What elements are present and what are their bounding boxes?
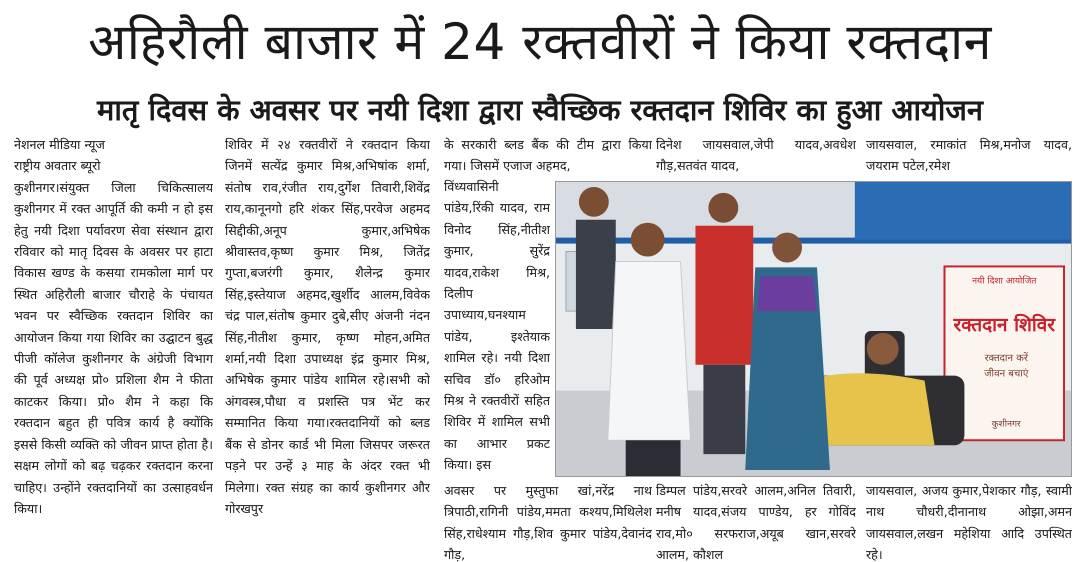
red-shirt-person <box>695 226 753 365</box>
column-5-top-text: जायसवाल, रमाकांत मिश्र,मनोज यादव, जयराम पटेल,रमेश <box>866 137 1072 174</box>
banner-title: रक्तदान शिविर <box>953 314 1056 336</box>
article-column-3-side <box>444 176 550 480</box>
article-column-1 <box>14 134 213 560</box>
article-column-3-bottom <box>444 480 652 562</box>
column-2-text: शिविर में २४ रक्तवीरों ने रक्तदान किया जिनमें सत्येंद्र कुमार मिश्र,अभिषांक शर्मा, संतोष राव,रंजीत राय,दुर्गेश तिवारी,शिवेंद्र राय,कानूनगो हरि शंकर सिंह,परवेज अहमद सिद्दीकी,अनूप कुमार,अभिषेक श्रीवास्तव,कृष्ण कुमार मिश्र, जितेंद्र गुप्ता,बजरंगी कुमार, शैलेन्द्र कुमार सिंह,इस्तेयाज अहमद,खुर्शीद आलम,विवेक चंद्र पाल,संतोष कुमार दुबे,सीए अंजनी नंदन सिंह,नीतीश कुमार, कृष्ण मोहन,अमित शर्मा,नयी दिशा उपाध्यक्ष इंद्र कुमार मिश्र, अभिषेक कुमार पांडेय शामिल रहे।सभी को अंगवस्त्र,पौधा व प्रशस्ति पत्र भेंट कर सम्मानित किया गया।रक्तदानियों को ब्लड बैंक से डोनर कार्ड भी मिला जिसपर जरूरत पड़ने पर उन्हें ३ माह के अंदर रक्त भी मिलेगा। रक्त संग्रह का कार्य कुशीनगर और गोरखपुर <box>225 137 430 516</box>
banner-footer: कुशीनगर <box>991 419 1021 430</box>
donor-head <box>867 333 899 365</box>
column-5-bottom-text: जायसवाल, अजय कुमार,पेशकार गौड़, स्वामी नाथ चौधरी,दीनानाथ ओझा,अमन जायसवाल,लखन महेशिया आदि उपस्थित रहे। <box>866 483 1072 562</box>
technician-trousers <box>626 440 681 476</box>
banner-line-1: रक्तदान करें <box>984 352 1028 364</box>
article-column-2 <box>225 134 430 560</box>
technician-head <box>631 223 665 257</box>
person-head-2 <box>708 193 738 223</box>
article-column-4-top <box>656 134 856 176</box>
column-4-top-text: दिनेश जायसवाल,जेपी यादव,अवधेश गौड़,सतवंत यादव, <box>656 137 856 174</box>
article-column-3-top <box>444 134 652 176</box>
bus-cabinet <box>855 182 1071 240</box>
article-column-5-bottom <box>866 480 1072 562</box>
article-column-5-top <box>866 134 1072 176</box>
column-1-text: कुशीनगर।संयुक्त जिला चिकित्सालय कुशीनगर में रक्त आपूर्ति की कमी न हो इस हेतु नयी दिशा पर्यावरण सेवा संस्थान द्वारा रविवार को मातृ दिवस के अवसर पर हाटा विकास खण्ड के कसया रामकोला मार्ग पर स्थित अहिरौली बाजार चौराहे के पंचायत भवन पर स्वैच्छिक रक्तदान शिविर का आयोजन किया गया शिविर का उद्घाटन बुद्ध पीजी कॉलेज कुशीनगर के अंग्रेजी विभाग की पूर्व अध्यक्ष प्रो० प्रशिला शैम ने फीता काटकर किया। प्रो० शैम ने कहा कि रक्तदान बहुत ही पवित्र कार्य है क्योंकि इससे किसी व्यक्ति को जीवन प्राप्त होता है।सक्षम लोगों को बढ़ चढ़कर रक्तदान करना चाहिए। उन्होंने रक्तदानियों का उत्साहवर्धन किया। <box>14 179 213 516</box>
byline-line-2: राष्ट्रीय अवतार ब्यूरो <box>14 158 101 174</box>
news-photo <box>555 181 1072 477</box>
technician-coat <box>608 261 691 440</box>
column-3-side-text: विंध्यवासिनी पांडेय,रिंकी यादव, राम विनोद सिंह,नीतीश कुमार, सुरेंद्र यादव,राकेश मिश्र, दिलीप उपाध्याय,घनश्याम पांडेय, इश्तेयाक शामिल रहे। नयी दिशा सचिव डॉ० हरिओम मिश्र ने रक्तवीरों सहित शिविर में शामिल सभी का आभार प्रकट किया। इस <box>444 179 550 473</box>
banner-line-2: जीवन बचाएं <box>984 368 1029 380</box>
column-3-bottom-text: अवसर पर मुस्तुफा खां,नरेंद्र नाथ त्रिपाठी,रागिनी पांडेय,ममता कश्यप,मिथिलेश सिंह,राधेश्याम गौड़,शिव कुमार पांडेय,देवानंद गौड़, <box>444 483 652 562</box>
banner-top-text: नयी दिशा आयोजित <box>972 276 1037 287</box>
woman-saree-border <box>757 276 817 311</box>
column-4-bottom-text: डिम्पल पांडेय,सरवरे आलम,अनिल तिवारी, मनीष यादव,संजय पाण्डेय, हर गोविंद राव,मो० सरफराज,अयूब खान,सरवरे आलम, कौशल <box>656 483 856 562</box>
person-1-body <box>576 220 616 329</box>
headline: अहिरौली बाजार में 24 रक्तवीरों ने किया रक्तदान <box>88 13 992 71</box>
woman-head <box>772 233 802 263</box>
article-column-4-bottom <box>656 480 856 562</box>
blood-donation-photo <box>556 182 1071 476</box>
subheadline: मातृ दिवस के अवसर पर नयी दिशा द्वारा स्वैच्छिक रक्तदान शिविर का हुआ आयोजन <box>96 93 983 127</box>
column-3-top-text: के सरकारी ब्लड बैंक की टीम द्वारा किया गया। जिसमें एजाज अहमद, <box>444 137 652 174</box>
byline-line-1: नेशनल मीडिया न्यूज <box>14 137 105 152</box>
person-head-1 <box>579 187 609 217</box>
red-shirt-trousers <box>703 365 745 454</box>
